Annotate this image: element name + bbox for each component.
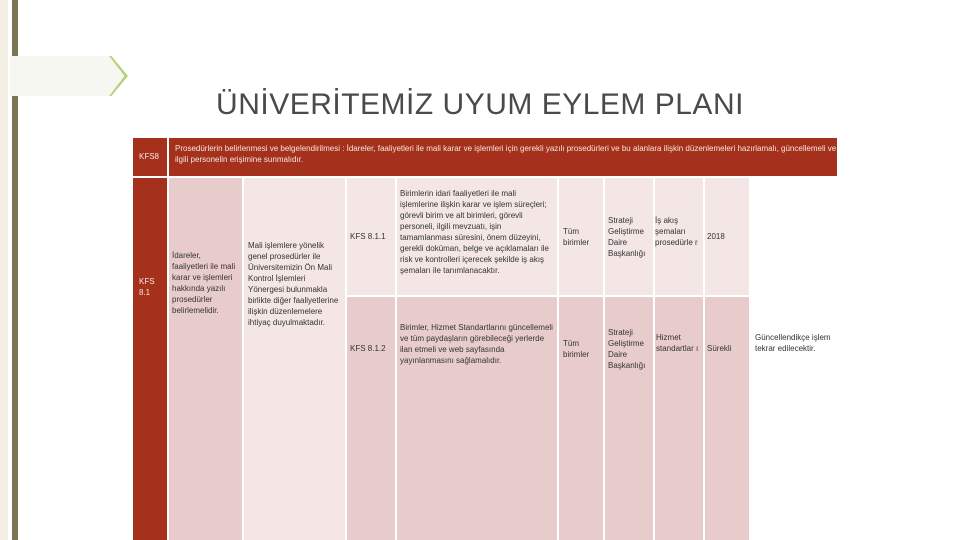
row-code-cell [133, 178, 167, 540]
action1-text: Birimlerin idari faaliyetleri ile mali işlemlerine ilişkin karar ve işlem süreçleri; görevli birim ve alt birimleri, görevli personeli, ilgili mevzuatı, işin tamamlanması süresini, önem düzeyini, gerekli doküman, belge ve açıklamaları ile risk ve kontrolleri içerecek şekilde iş akış şemaları ile tanımlanacaktır. [400, 189, 549, 275]
header-text-cell [169, 138, 837, 176]
action1-output: İş akış şemaları prosedürle r [655, 216, 698, 247]
action2-responsible-cell [559, 297, 603, 540]
action2-coordinator: Strateji Geliştirme Daire Başkanlığı [608, 328, 646, 370]
standard-text: İdareler, faaliyetleri ile mali karar ve işlemleri hakkında yazılı prosedürler belirlemelidir. [172, 251, 236, 315]
page-title: ÜNİVERİTEMİZ UYUM EYLEM PLANI [216, 88, 744, 121]
current-state-cell [244, 178, 345, 540]
action1-responsible: Tüm birimler [563, 227, 590, 247]
action1-coordinator: Strateji Geliştirme Daire Başkanlığı [608, 216, 646, 258]
standard-cell [169, 178, 242, 540]
action2-note: Güncellendikçe işlem tekrar edilecektir. [755, 333, 831, 353]
slide-left-band [0, 0, 8, 540]
action2-deadline: Sürekli [707, 344, 732, 353]
row-code: KFS 8.1 [139, 277, 155, 297]
action2-code-cell [347, 297, 395, 540]
action2-deadline-cell [705, 297, 749, 540]
action1-code: KFS 8.1.1 [350, 232, 386, 241]
action2-text: Birimler, Hizmet Standartlarını güncellemeli ve tüm paydaşların görebileceği yerlerde ilan etmeli ve web sayfasında yayınlanmasını sağlamalıdır. [400, 323, 553, 365]
action2-responsible: Tüm birimler [563, 339, 590, 359]
action1-note-cell [751, 178, 837, 295]
header-code: KFS8 [139, 152, 160, 161]
action2-code: KFS 8.1.2 [350, 344, 386, 353]
header-text: Prosedürlerin belirlenmesi ve belgelendirilmesi : İdareler, faaliyetleri ile mali karar ve işlemleri için gerekli yazılı prosedürleri ve bu alanlara ilişkin düzenlemeleri hazırlamalı, güncellemeli ve ilgili personelin erişimine sunmalıdır. [175, 144, 837, 164]
current-state-text: Mali işlemlere yönelik genel prosedürler ile Üniversitemizin Ön Mali Kontrol İşlemleri Yönergesi bulunmakla birlikte diğer faaliyetlerine ilişkin düzenlemelere ihtiyaç duyulmaktadır. [248, 241, 339, 327]
action2-output: Hizmet standartlar ı [656, 333, 699, 353]
header-code-cell [133, 138, 167, 176]
action1-deadline: 2018 [707, 232, 725, 241]
